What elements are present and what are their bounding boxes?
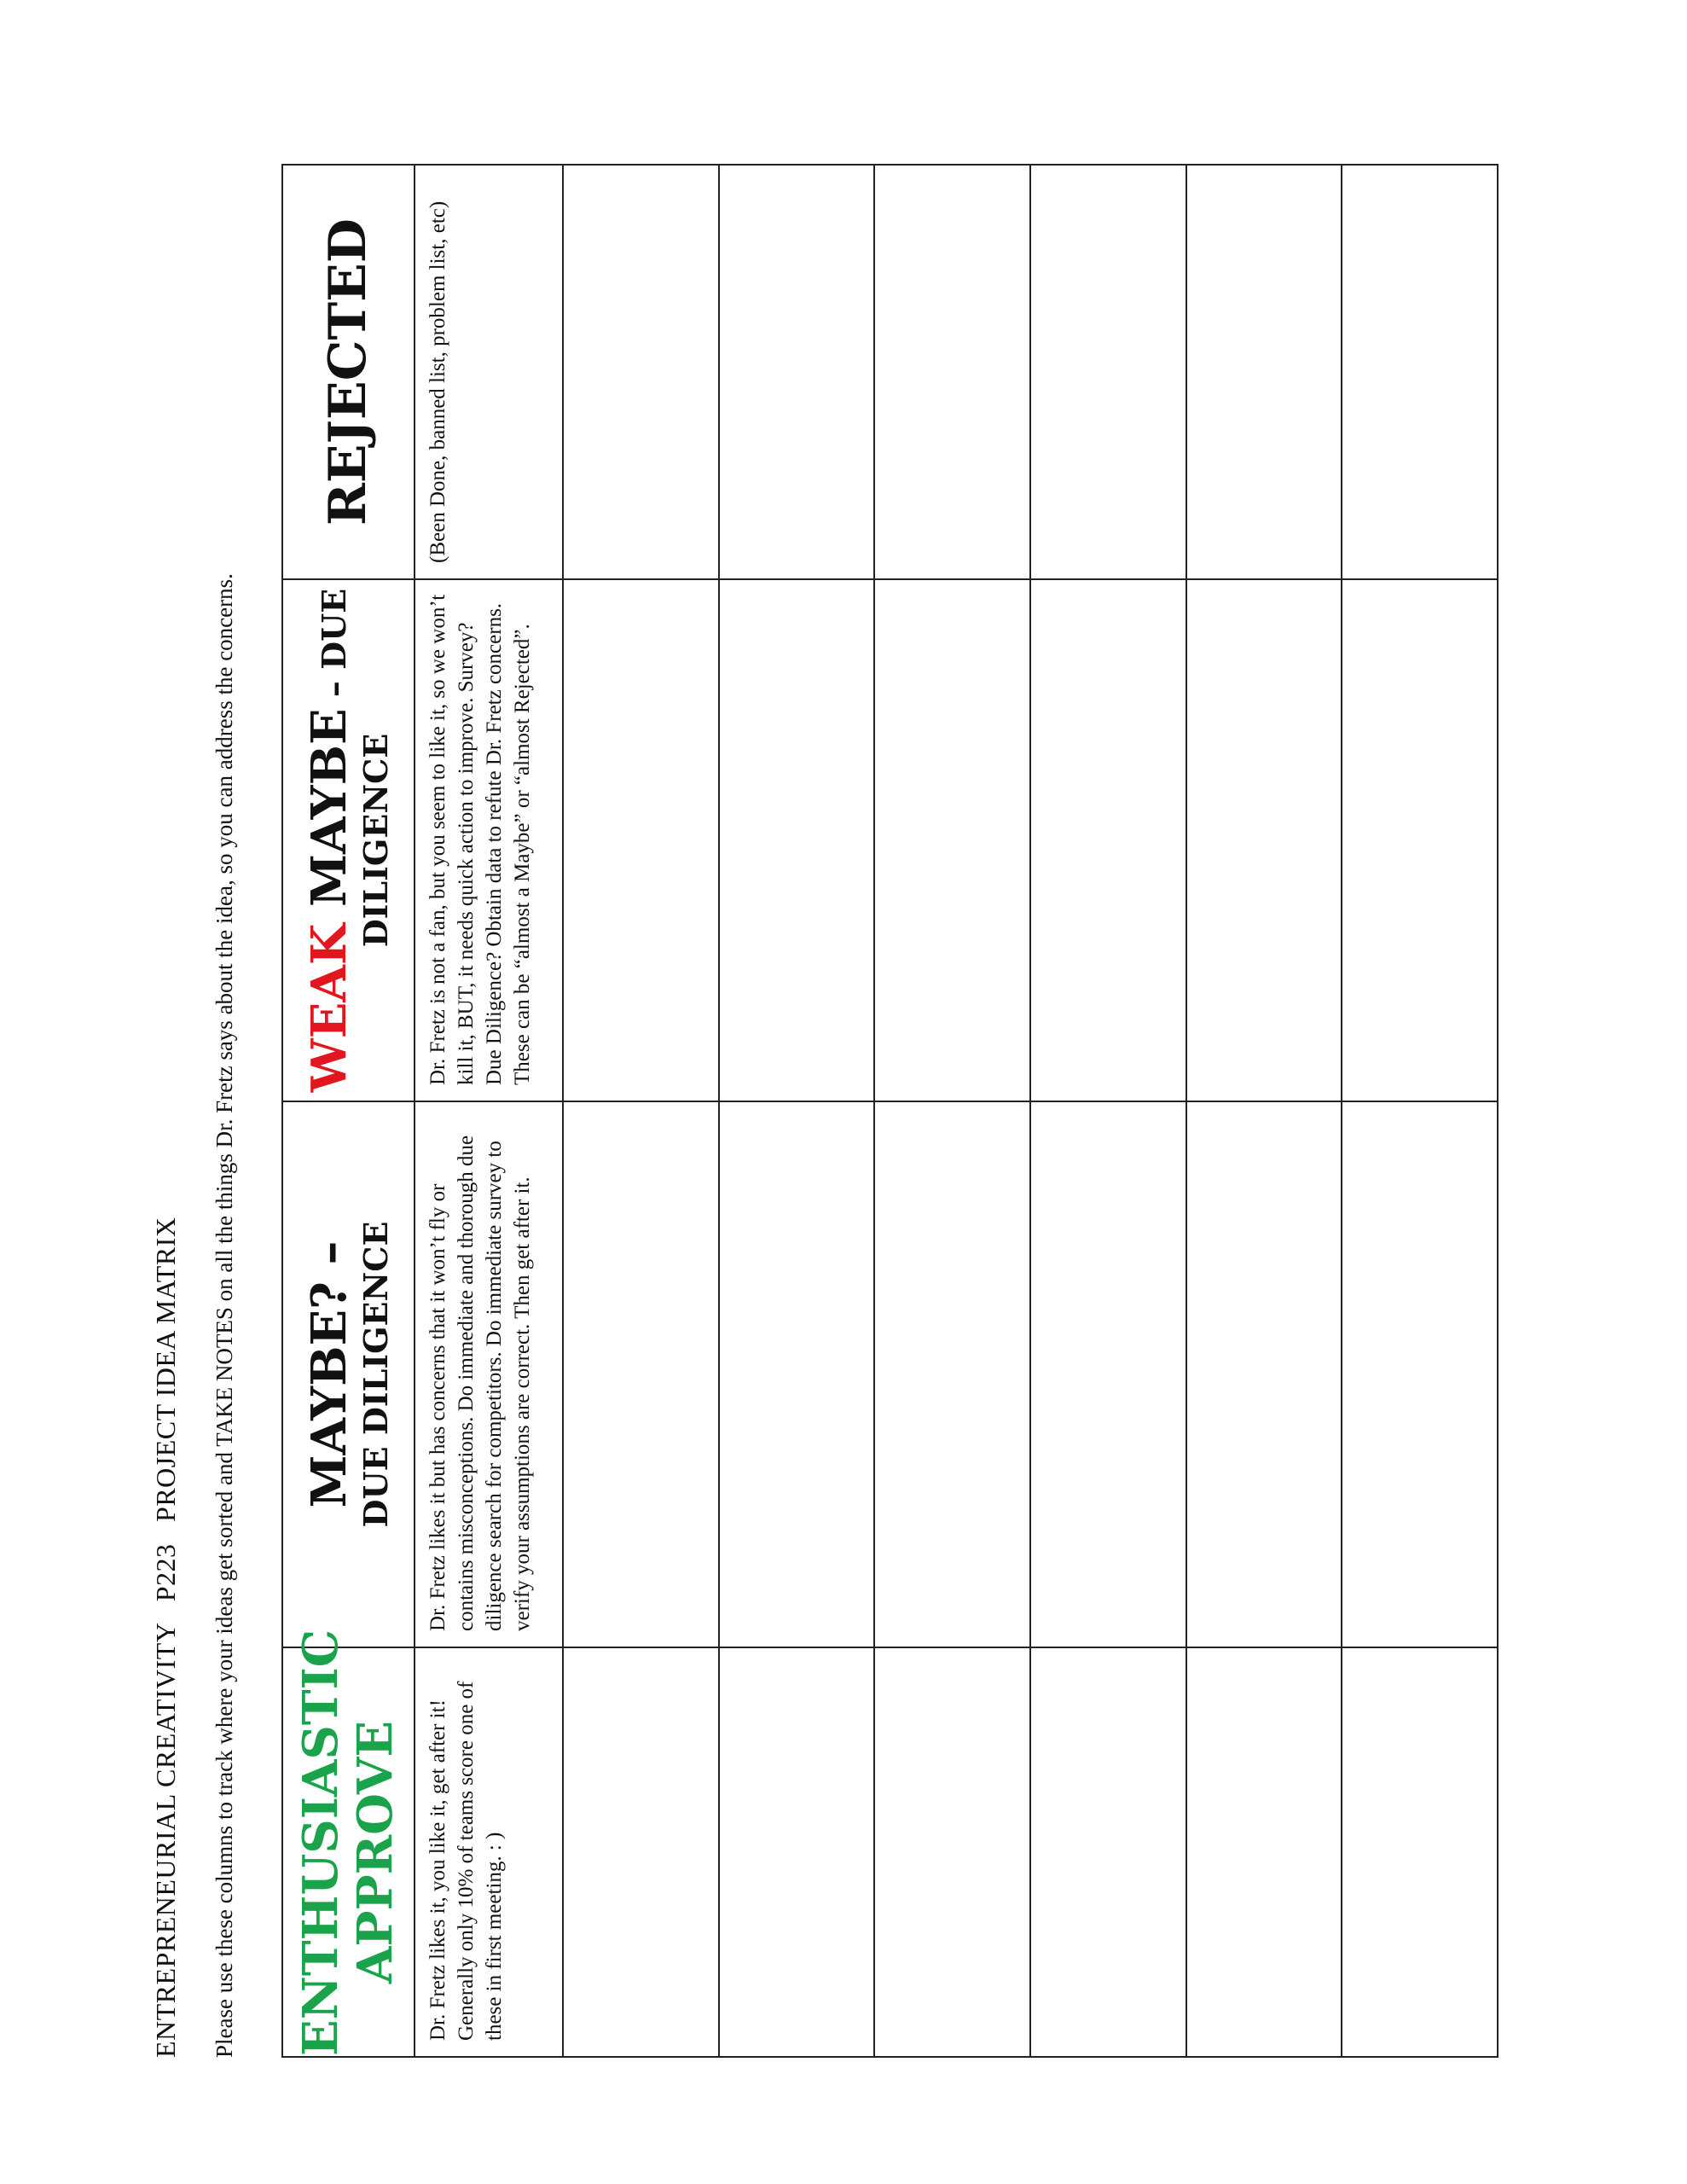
desc-maybe: Dr. Fretz likes it but has concerns that it won’t fly or contains misconceptions. Do immediate and thorough due diligence search for competitors. Do immediate survey to verify your assumptions are correct. Then get after it.: [426, 1135, 534, 1631]
header-maybe-line1: MAYBE? –: [301, 1240, 358, 1508]
note-cell[interactable]: [1342, 1101, 1498, 1647]
note-cell[interactable]: [1342, 1647, 1498, 2057]
desc-cell-rejected: [415, 165, 564, 579]
note-cell[interactable]: [719, 165, 875, 579]
note-cell[interactable]: [719, 579, 875, 1101]
note-cell[interactable]: [1342, 579, 1498, 1101]
note-cell[interactable]: [1030, 1101, 1186, 1647]
note-row: [1030, 165, 1186, 2057]
note-cell[interactable]: [1030, 165, 1186, 579]
note-cell[interactable]: [874, 1647, 1030, 2057]
note-cell[interactable]: [874, 165, 1030, 579]
idea-matrix-table: [281, 164, 1499, 2058]
desc-cell-approve: [415, 1647, 564, 2057]
header-rejected-label: REJECTED: [317, 218, 378, 526]
instructions-text: Please use these columns to track where your ideas get sorted and TAKE NOTES on all the things Dr. Fretz says about the idea, so you can address the concerns.: [212, 573, 237, 2058]
note-row: [1342, 165, 1498, 2057]
header-enthusiastic-approve: [282, 1629, 415, 2057]
header-approve-line1: ENTHUSIASTIC: [292, 1629, 349, 2056]
header-maybe-line2: DUE DILIGENCE: [356, 1221, 395, 1528]
note-cell[interactable]: [563, 1647, 719, 2057]
header-rejected: [282, 165, 415, 579]
note-cell[interactable]: [1186, 1101, 1342, 1647]
header-weak-maybe: [282, 579, 415, 1101]
note-row: [1186, 165, 1342, 2057]
header-approve-line2: APPROVE: [347, 1720, 404, 1984]
note-cell[interactable]: [874, 579, 1030, 1101]
note-row: [563, 165, 719, 2057]
note-cell[interactable]: [563, 165, 719, 579]
description-row: [415, 165, 564, 2057]
header-row: [282, 165, 415, 2057]
header-weak-word: WEAK: [301, 923, 358, 1093]
header-maybe: [282, 1101, 415, 1647]
note-cell[interactable]: [1030, 1647, 1186, 2057]
note-cell[interactable]: [1186, 1647, 1342, 2057]
note-cell[interactable]: [1186, 165, 1342, 579]
note-cell[interactable]: [563, 579, 719, 1101]
desc-rejected: (Been Done, banned list, problem list, etc): [426, 200, 449, 563]
header-weak-due: – DUE: [315, 588, 354, 709]
note-cell[interactable]: [1186, 579, 1342, 1101]
note-cell[interactable]: [719, 1101, 875, 1647]
note-row: [719, 165, 875, 2057]
note-cell[interactable]: [874, 1101, 1030, 1647]
desc-approve: Dr. Fretz likes it, you like it, get after it! Generally only 10% of teams score one of these in first meeting. : ): [426, 1681, 506, 2041]
note-cell[interactable]: [719, 1647, 875, 2057]
document-title: ENTREPRENEURIAL CREATIVITY P223 PROJECT IDEA MATRIX: [150, 1217, 181, 2058]
note-row: [874, 165, 1030, 2057]
note-cell[interactable]: [563, 1101, 719, 1647]
header-weak-maybe-word: MAYBE: [301, 708, 358, 924]
header-weak-line2: DILIGENCE: [356, 733, 395, 948]
desc-cell-maybe: [415, 1101, 564, 1647]
desc-cell-weak: [415, 579, 564, 1101]
note-cell[interactable]: [1030, 579, 1186, 1101]
note-cell[interactable]: [1342, 165, 1498, 579]
desc-weak: Dr. Fretz is not a fan, but you seem to like it, so we won’t kill it, BUT, it needs quick action to improve. Survey? Due Diligence? Obtain data to refute Dr. Fretz concerns. These can be “almost a Maybe” or “almost Rejected”.: [426, 594, 534, 1085]
